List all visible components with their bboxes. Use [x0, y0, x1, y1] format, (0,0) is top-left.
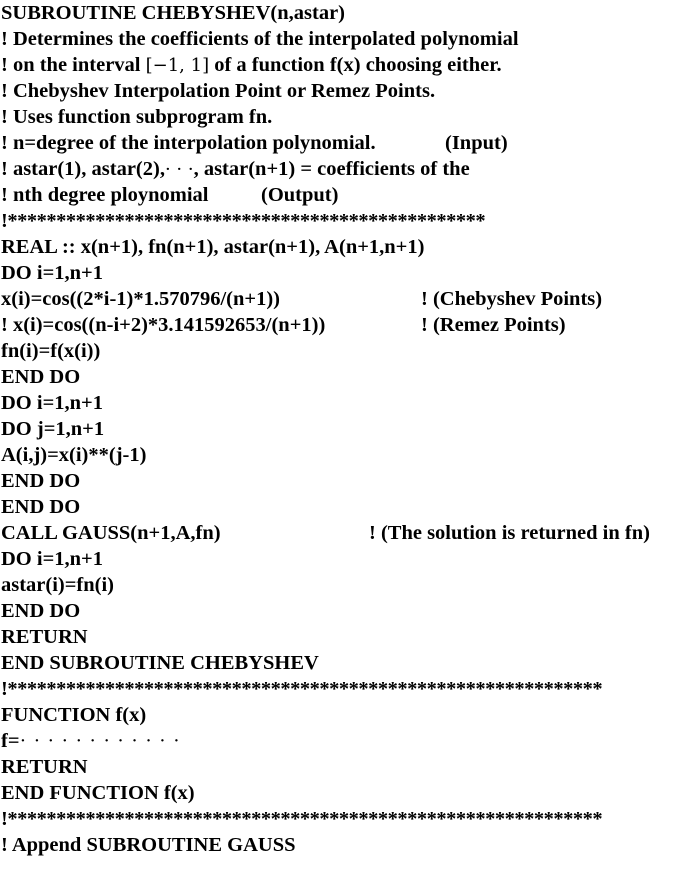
inline-comment: ! (Remez Points) [421, 314, 566, 336]
comment-text: ! nth degree ploynomial [1, 184, 209, 206]
separator-line: !************************************************* [1, 210, 486, 232]
comment-line: ! Chebyshev Interpolation Point or Remez Points. [1, 80, 436, 102]
subroutine-header: SUBROUTINE CHEBYSHEV(n,astar) [1, 2, 345, 24]
code-line: FUNCTION f(x) [1, 704, 147, 726]
code-line [1, 728, 181, 754]
comment-text: of a function f(x) choosing either. [209, 54, 502, 76]
code-line: astar(i)=fn(i) [1, 574, 115, 596]
code-line: END FUNCTION f(x) [1, 782, 195, 804]
code-line: END DO [1, 470, 81, 492]
code-line: DO j=1,n+1 [1, 418, 105, 440]
separator-line: !************************************************************* [1, 678, 603, 700]
code-text: CALL GAUSS(n+1,A,fn) [1, 522, 221, 544]
comment-line [1, 182, 339, 208]
interval-math: [−1, 1] [145, 55, 210, 76]
comment-line [1, 312, 566, 338]
code-line: END DO [1, 366, 81, 388]
code-line: END DO [1, 600, 81, 622]
code-line: RETURN [1, 626, 88, 648]
code-text: x(i)=cos((2*i-1)*1.570796/(n+1)) [1, 288, 280, 310]
code-line: REAL :: x(n+1), fn(n+1), astar(n+1), A(n+1,n+1) [1, 236, 425, 258]
code-line: fn(i)=f(x(i)) [1, 340, 101, 362]
code-line: RETURN [1, 756, 88, 778]
comment-text: ! on the interval [1, 54, 146, 76]
comment-line: ! Append SUBROUTINE GAUSS [1, 834, 296, 856]
code-line: DO i=1,n+1 [1, 262, 103, 284]
comment-text: , astar(n+1) = coefficients of the [193, 158, 470, 180]
separator-line: !************************************************************* [1, 808, 603, 830]
input-annotation: (Input) [445, 132, 508, 154]
ellipsis-math: · · · [164, 159, 194, 180]
comment-line: ! Uses function subprogram fn. [1, 106, 273, 128]
code-line [1, 286, 603, 312]
code-line [1, 520, 650, 546]
comment-text: ! x(i)=cos((n-i+2)*3.141592653/(n+1)) [1, 314, 326, 336]
code-line: DO i=1,n+1 [1, 548, 103, 570]
code-line: END SUBROUTINE CHEBYSHEV [1, 652, 319, 674]
code-text: f= [1, 730, 20, 752]
ellipsis-dots: · · · · · · · · · · · · [19, 730, 181, 752]
code-line: DO i=1,n+1 [1, 392, 103, 414]
code-line: A(i,j)=x(i)**(j-1) [1, 444, 147, 466]
comment-line [1, 130, 508, 156]
output-annotation: (Output) [261, 184, 339, 206]
comment-line: ! Determines the coefficients of the interpolated polynomial [1, 28, 519, 50]
comment-line [1, 156, 470, 182]
comment-line [1, 52, 502, 78]
comment-text: ! astar(1), astar(2), [1, 158, 165, 180]
inline-comment: ! (Chebyshev Points) [421, 288, 603, 310]
comment-text: ! n=degree of the interpolation polynomial. [1, 132, 376, 154]
code-line: END DO [1, 496, 81, 518]
inline-comment: ! (The solution is returned in fn) [369, 522, 650, 544]
